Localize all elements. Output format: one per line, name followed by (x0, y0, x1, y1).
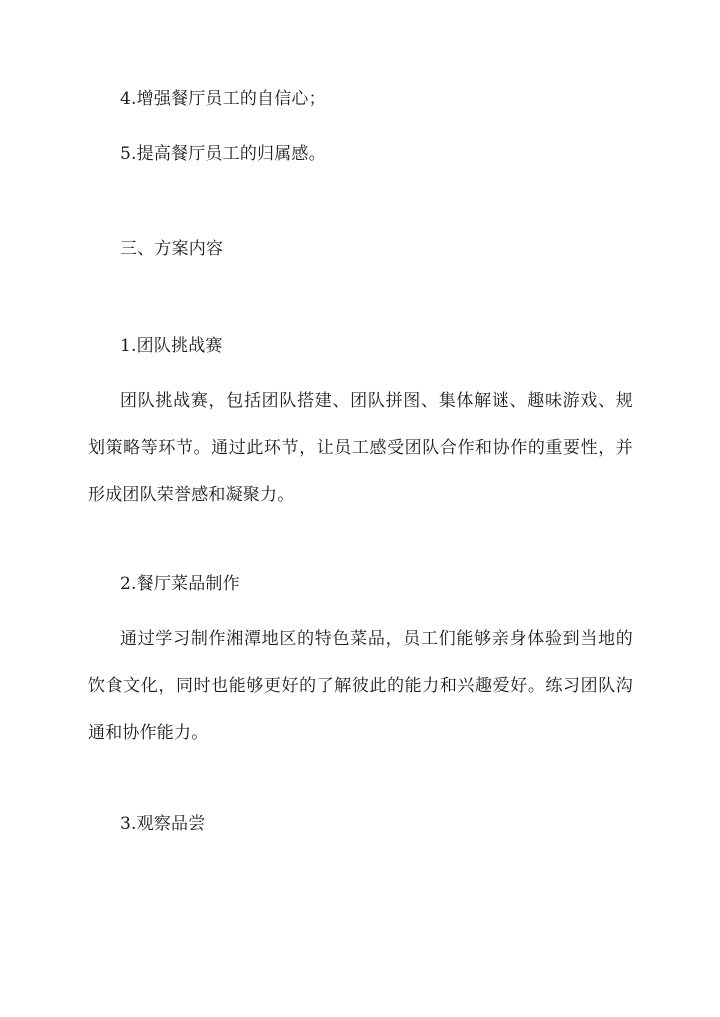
item-heading-1: 1.团队挑战赛 (120, 336, 223, 356)
item-heading-3: 3.观察品尝 (120, 814, 206, 834)
objective-item-5: 5.提高餐厅员工的归属感。 (120, 144, 326, 164)
item-paragraph-2: 通过学习制作湘潭地区的特色菜品，员工们能够亲身体验到当地的饮食文化，同时也能够更好的了解彼此的能力和兴趣爱好。练习团队沟通和协作能力。 (88, 629, 633, 743)
item-paragraph-1: 团队挑战赛，包括团队搭建、团队拼图、集体解谜、趣味游戏、规划策略等环节。通过此环节，让员工感受团队合作和协作的重要性，并形成团队荣誉感和凝聚力。 (88, 391, 633, 505)
section-heading: 三、方案内容 (120, 239, 224, 259)
objective-item-4: 4.增强餐厅员工的自信心； (120, 89, 326, 109)
item-heading-2: 2.餐厅菜品制作 (120, 574, 240, 594)
